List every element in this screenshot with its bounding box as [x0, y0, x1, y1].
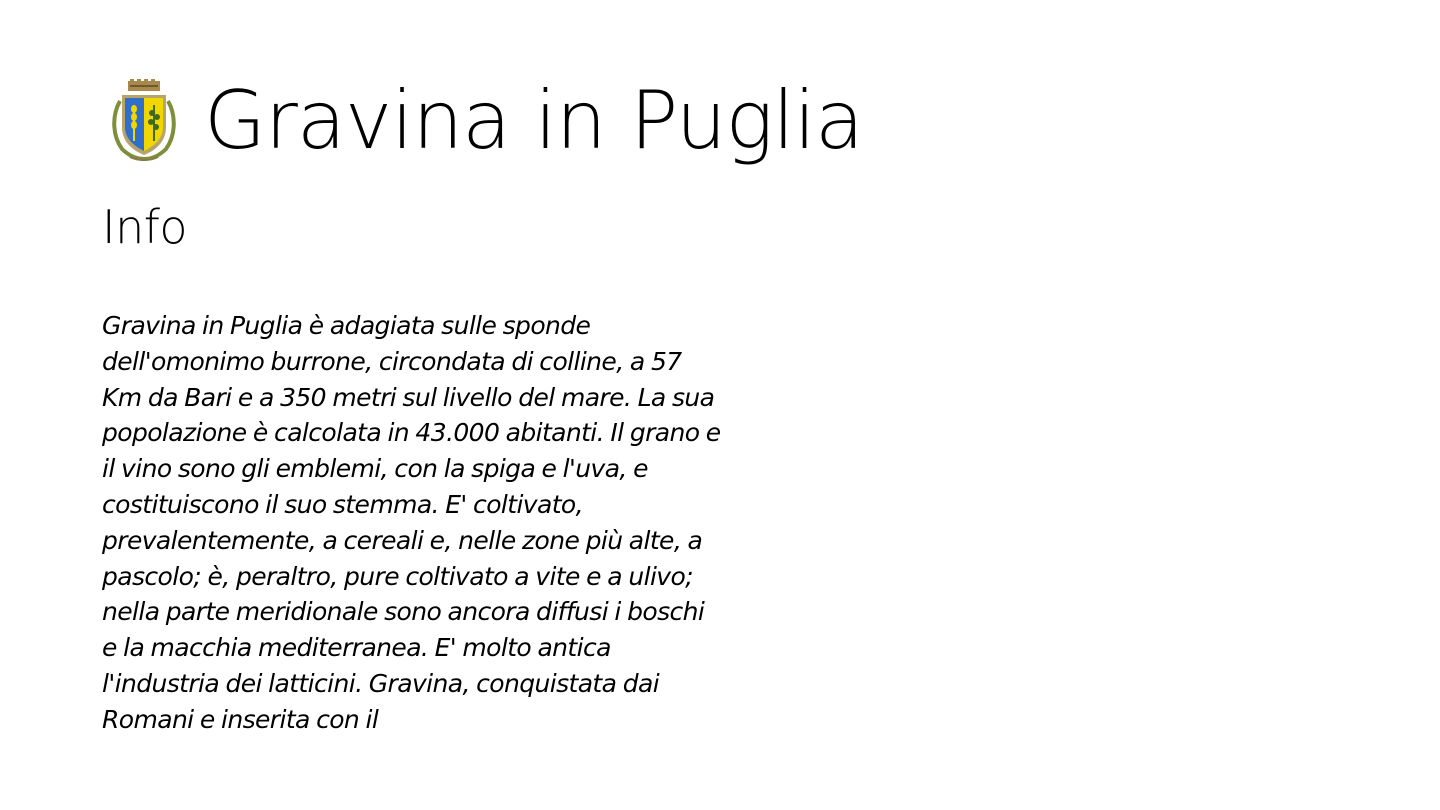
- page-title: Gravina in Puglia: [204, 74, 864, 167]
- section-title: Info: [102, 200, 188, 254]
- crown-tower: [144, 79, 148, 83]
- wheat-grain: [131, 113, 137, 121]
- grape: [148, 119, 154, 125]
- grape: [149, 110, 155, 116]
- crown-band: [130, 85, 158, 87]
- coat-of-arms-icon: [110, 79, 178, 163]
- description-text: Gravina in Puglia è adagiata sulle sponde dell'omonimo burrone, circondata di colline, a 57 Km da Bari e a 350 metri sul livello del mare. La sua popolazione è calcolata in 43.000 abitanti. Il grano e il vino sono gli emblemi, con la spiga e l'uva, e costituiscono il suo stemma. E' coltivato, prevalentemente, a cereali e, nelle zone più alte, a pascolo; è, peraltro, pure coltivato a vite e a ulivo; nella parte meridionale sono ancora diffusi i boschi e la macchia mediterranea. E' molto antica l'industria dei latticini. Gravina, conquistata dai Romani e inserita con il: [102, 311, 721, 734]
- page-header: [110, 66, 863, 176]
- crown-tower: [130, 79, 134, 83]
- grape: [153, 124, 159, 130]
- content-scroll-area[interactable]: [102, 308, 722, 778]
- crown-tower: [137, 79, 141, 83]
- wheat-grain: [131, 121, 137, 129]
- crown-tower: [151, 79, 155, 83]
- grape: [154, 114, 160, 120]
- wheat-grain: [131, 105, 137, 113]
